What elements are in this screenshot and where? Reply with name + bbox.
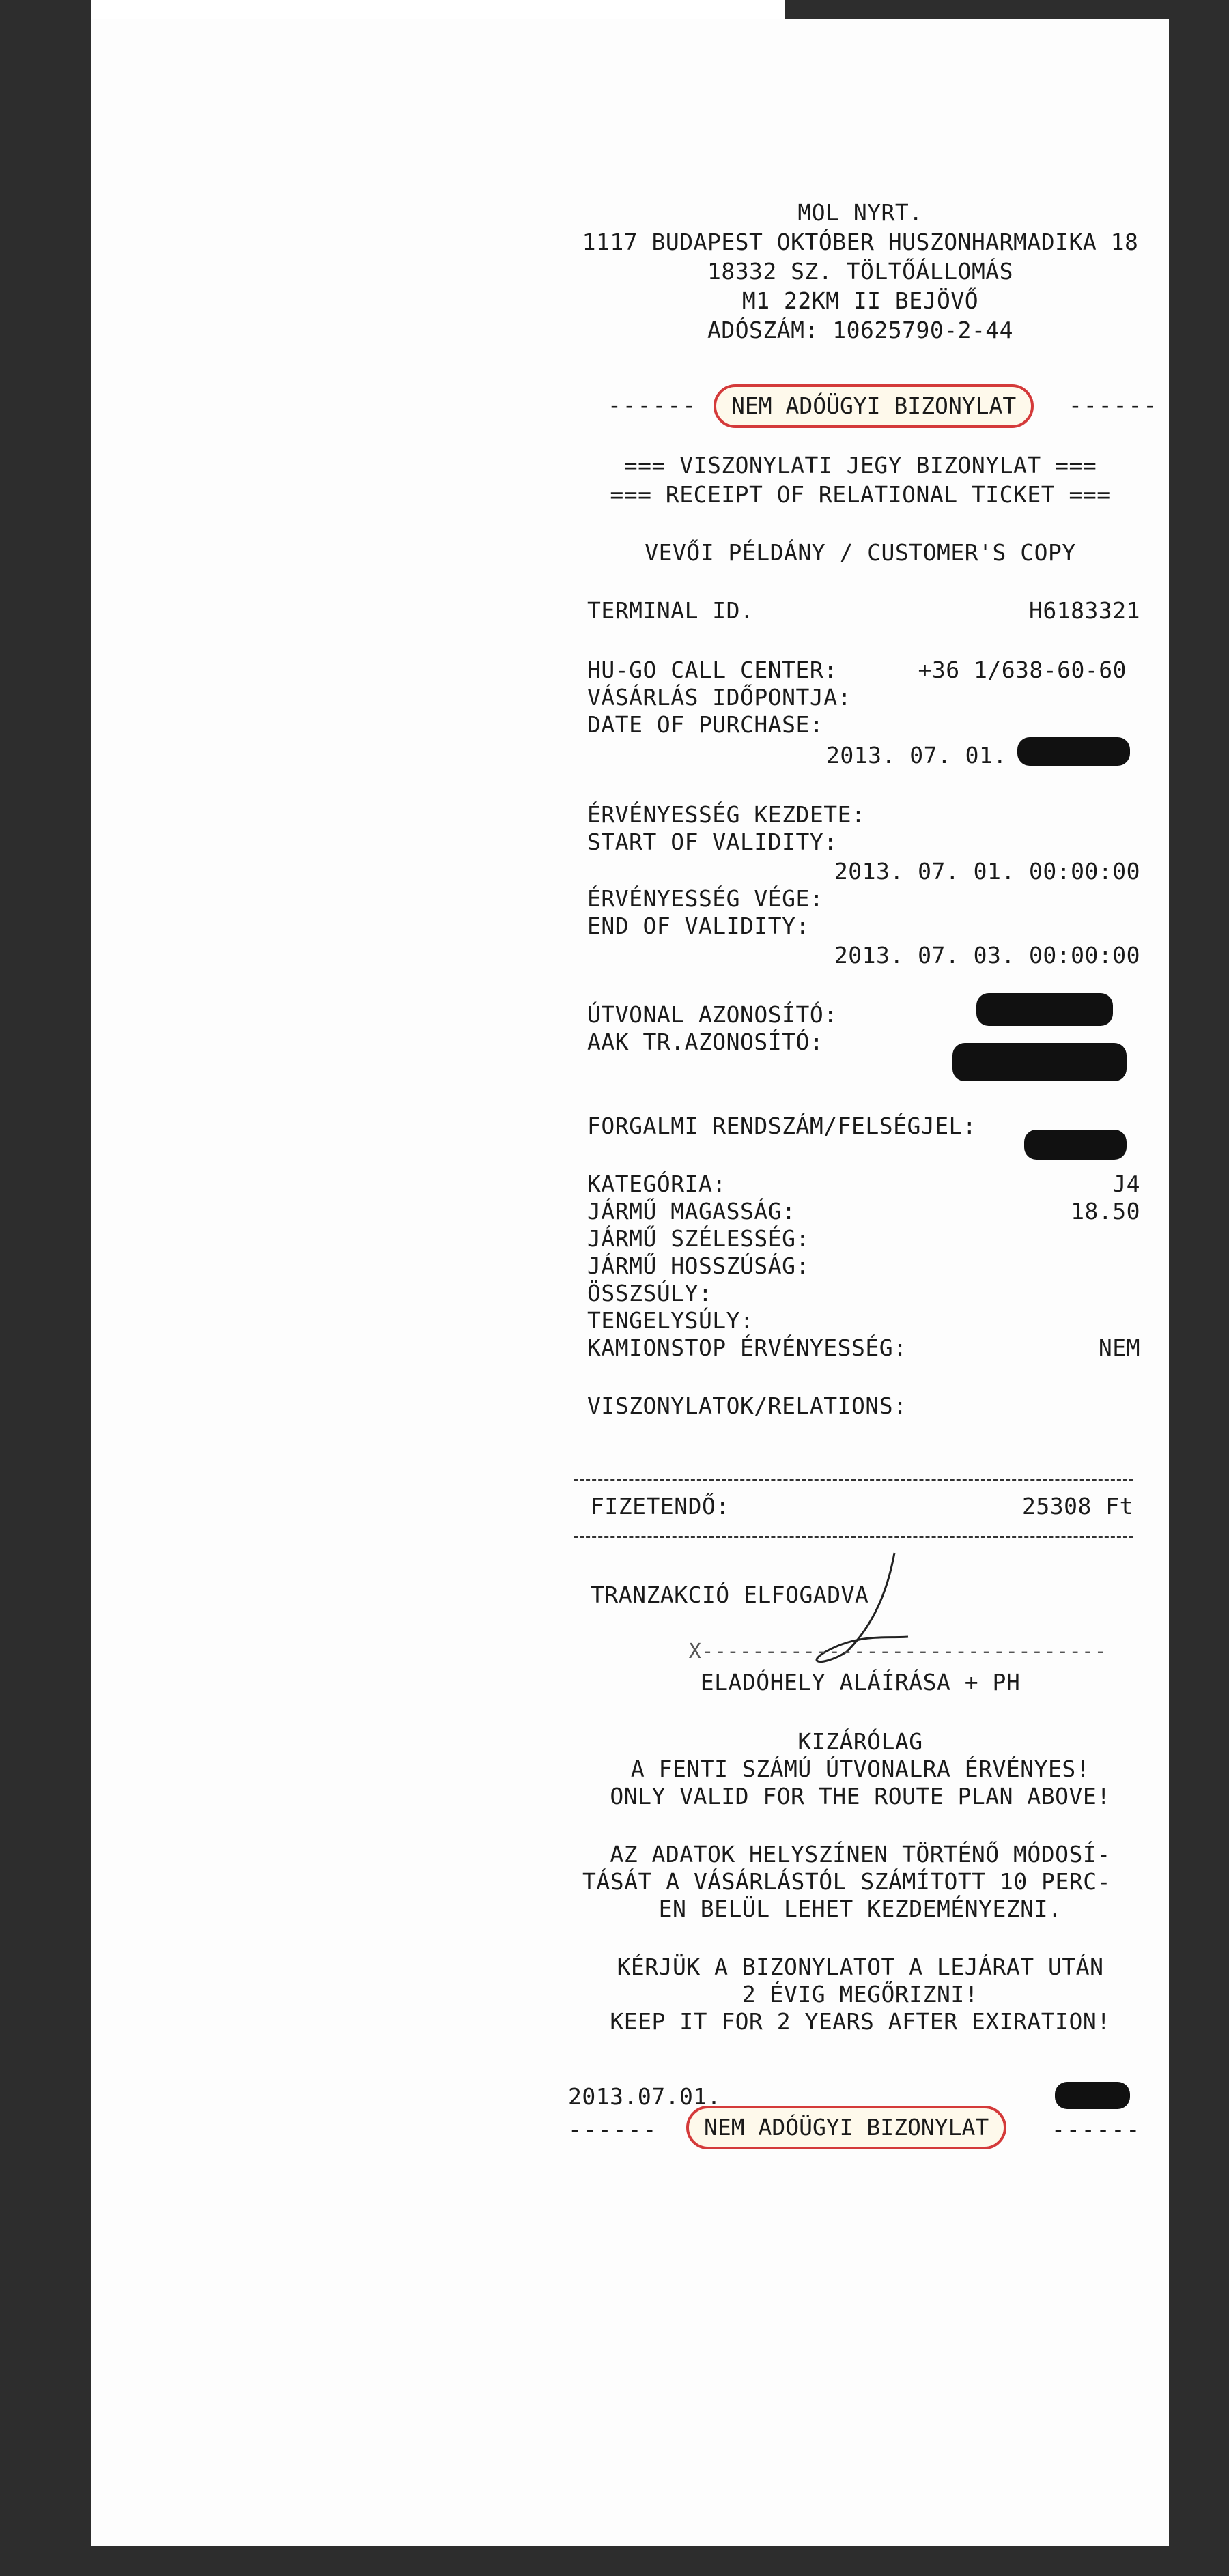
stamp-dashes-right: ------ [1069, 392, 1159, 418]
stamp-label: NEM ADÓÜGYI BIZONYLAT [731, 392, 1017, 419]
footer-dashes-right: ------ [1051, 2116, 1142, 2143]
call-center-label: HU-GO CALL CENTER: [587, 657, 838, 683]
divider-top [574, 1479, 1133, 1481]
footer-date: 2013.07.01. [568, 2083, 722, 2110]
category-label: KATEGÓRIA: [587, 1171, 726, 1197]
relations-label: VISZONYLATOK/RELATIONS: [587, 1392, 907, 1419]
not-tax-receipt-stamp-footer [686, 2106, 1006, 2149]
station-number: 18332 SZ. TÖLTŐÁLLOMÁS [707, 258, 1014, 285]
validity-end-label-en: END OF VALIDITY: [587, 913, 810, 939]
terminal-value: H6183321 [1029, 597, 1140, 624]
scan-border-right [1169, 0, 1229, 2576]
total-weight-label: ÖSSZSÚLY: [587, 1280, 713, 1306]
payable-amount: 25308 Ft [1022, 1493, 1133, 1519]
payable-label: FIZETENDŐ: [591, 1493, 730, 1519]
notice-route-line2: A FENTI SZÁMÚ ÚTVONALRA ÉRVÉNYES! [630, 1756, 1090, 1782]
notice-modify-line2: TÁSÁT A VÁSÁRLÁSTÓL SZÁMÍTOTT 10 PERC- [582, 1868, 1111, 1895]
redaction-plate [1024, 1130, 1127, 1160]
footer-dashes-left: ------ [568, 2116, 658, 2143]
divider-bottom [574, 1536, 1133, 1538]
footer-stamp-label: NEM ADÓÜGYI BIZONYLAT [704, 2114, 989, 2141]
purchase-label-en: DATE OF PURCHASE: [587, 711, 824, 738]
notice-route-line1: KIZÁRÓLAG [797, 1728, 923, 1755]
route-id-label: ÚTVONAL AZONOSÍTÓ: [587, 1001, 838, 1028]
height-value: 18.50 [1071, 1198, 1140, 1225]
not-tax-receipt-stamp [714, 384, 1034, 428]
validity-end-value: 2013. 07. 03. 00:00:00 [834, 942, 1140, 969]
kamionstop-value: NEM [1098, 1334, 1140, 1361]
plate-label: FORGALMI RENDSZÁM/FELSÉGJEL: [587, 1113, 977, 1139]
copy-label: VEVŐI PÉLDÁNY / CUSTOMER'S COPY [645, 539, 1076, 566]
validity-start-value: 2013. 07. 01. 00:00:00 [834, 858, 1140, 885]
redaction-aak-id [952, 1043, 1127, 1081]
redaction-route-id [976, 993, 1113, 1026]
notice-keep-line3: KEEP IT FOR 2 YEARS AFTER EXIRATION! [610, 2008, 1111, 2035]
company-address: 1117 BUDAPEST OKTÓBER HUSZONHARMADIKA 18 [582, 229, 1139, 255]
height-label: JÁRMŰ MAGASSÁG: [587, 1198, 796, 1225]
notice-modify-line3: EN BELÜL LEHET KEZDEMÉNYEZNI. [658, 1895, 1062, 1922]
purchase-label-hu: VÁSÁRLÁS IDŐPONTJA: [587, 684, 851, 711]
company-name: MOL NYRT. [797, 199, 923, 226]
axle-weight-label: TENGELYSÚLY: [587, 1307, 754, 1334]
validity-start-label-en: START OF VALIDITY: [587, 829, 838, 855]
tax-id: ADÓSZÁM: 10625790-2-44 [707, 317, 1014, 343]
redaction-footer-time [1055, 2082, 1130, 2109]
signature-line: X-------------------------------- [688, 1640, 1107, 1663]
notice-keep-line2: 2 ÉVIG MEGŐRIZNI! [741, 1981, 979, 2007]
title-en: === RECEIPT OF RELATIONAL TICKET === [610, 481, 1111, 508]
validity-start-label-hu: ÉRVÉNYESSÉG KEZDETE: [587, 801, 866, 828]
aak-id-label: AAK TR.AZONOSÍTÓ: [587, 1029, 824, 1055]
notice-route-line3: ONLY VALID FOR THE ROUTE PLAN ABOVE! [610, 1783, 1111, 1809]
scan-border-left [0, 0, 91, 2576]
station-location: M1 22KM II BEJÖVŐ [741, 287, 979, 314]
category-value: J4 [1112, 1171, 1140, 1197]
scan-border-bottom [0, 2546, 1229, 2576]
validity-end-label-hu: ÉRVÉNYESSÉG VÉGE: [587, 885, 824, 912]
stamp-dashes-left: ------ [608, 392, 698, 418]
notice-keep-line1: KÉRJÜK A BIZONYLATOT A LEJÁRAT UTÁN [617, 1954, 1104, 1980]
title-hu: === VISZONYLATI JEGY BIZONYLAT === [623, 452, 1097, 478]
notice-modify-line1: AZ ADATOK HELYSZÍNEN TÖRTÉNŐ MÓDOSÍ- [610, 1841, 1111, 1867]
transaction-status: TRANZAKCIÓ ELFOGADVA [591, 1582, 869, 1608]
length-label: JÁRMŰ HOSSZÚSÁG: [587, 1253, 810, 1279]
purchase-date: 2013. 07. 01. [826, 742, 1007, 769]
kamionstop-label: KAMIONSTOP ÉRVÉNYESSÉG: [587, 1334, 907, 1361]
redaction-purchase-time [1017, 737, 1130, 766]
signature-caption: ELADÓHELY ALÁÍRÁSA + PH [700, 1669, 1021, 1695]
width-label: JÁRMŰ SZÉLESSÉG: [587, 1225, 810, 1252]
call-center-value: +36 1/638-60-60 [918, 657, 1127, 683]
terminal-label: TERMINAL ID. [587, 597, 754, 624]
